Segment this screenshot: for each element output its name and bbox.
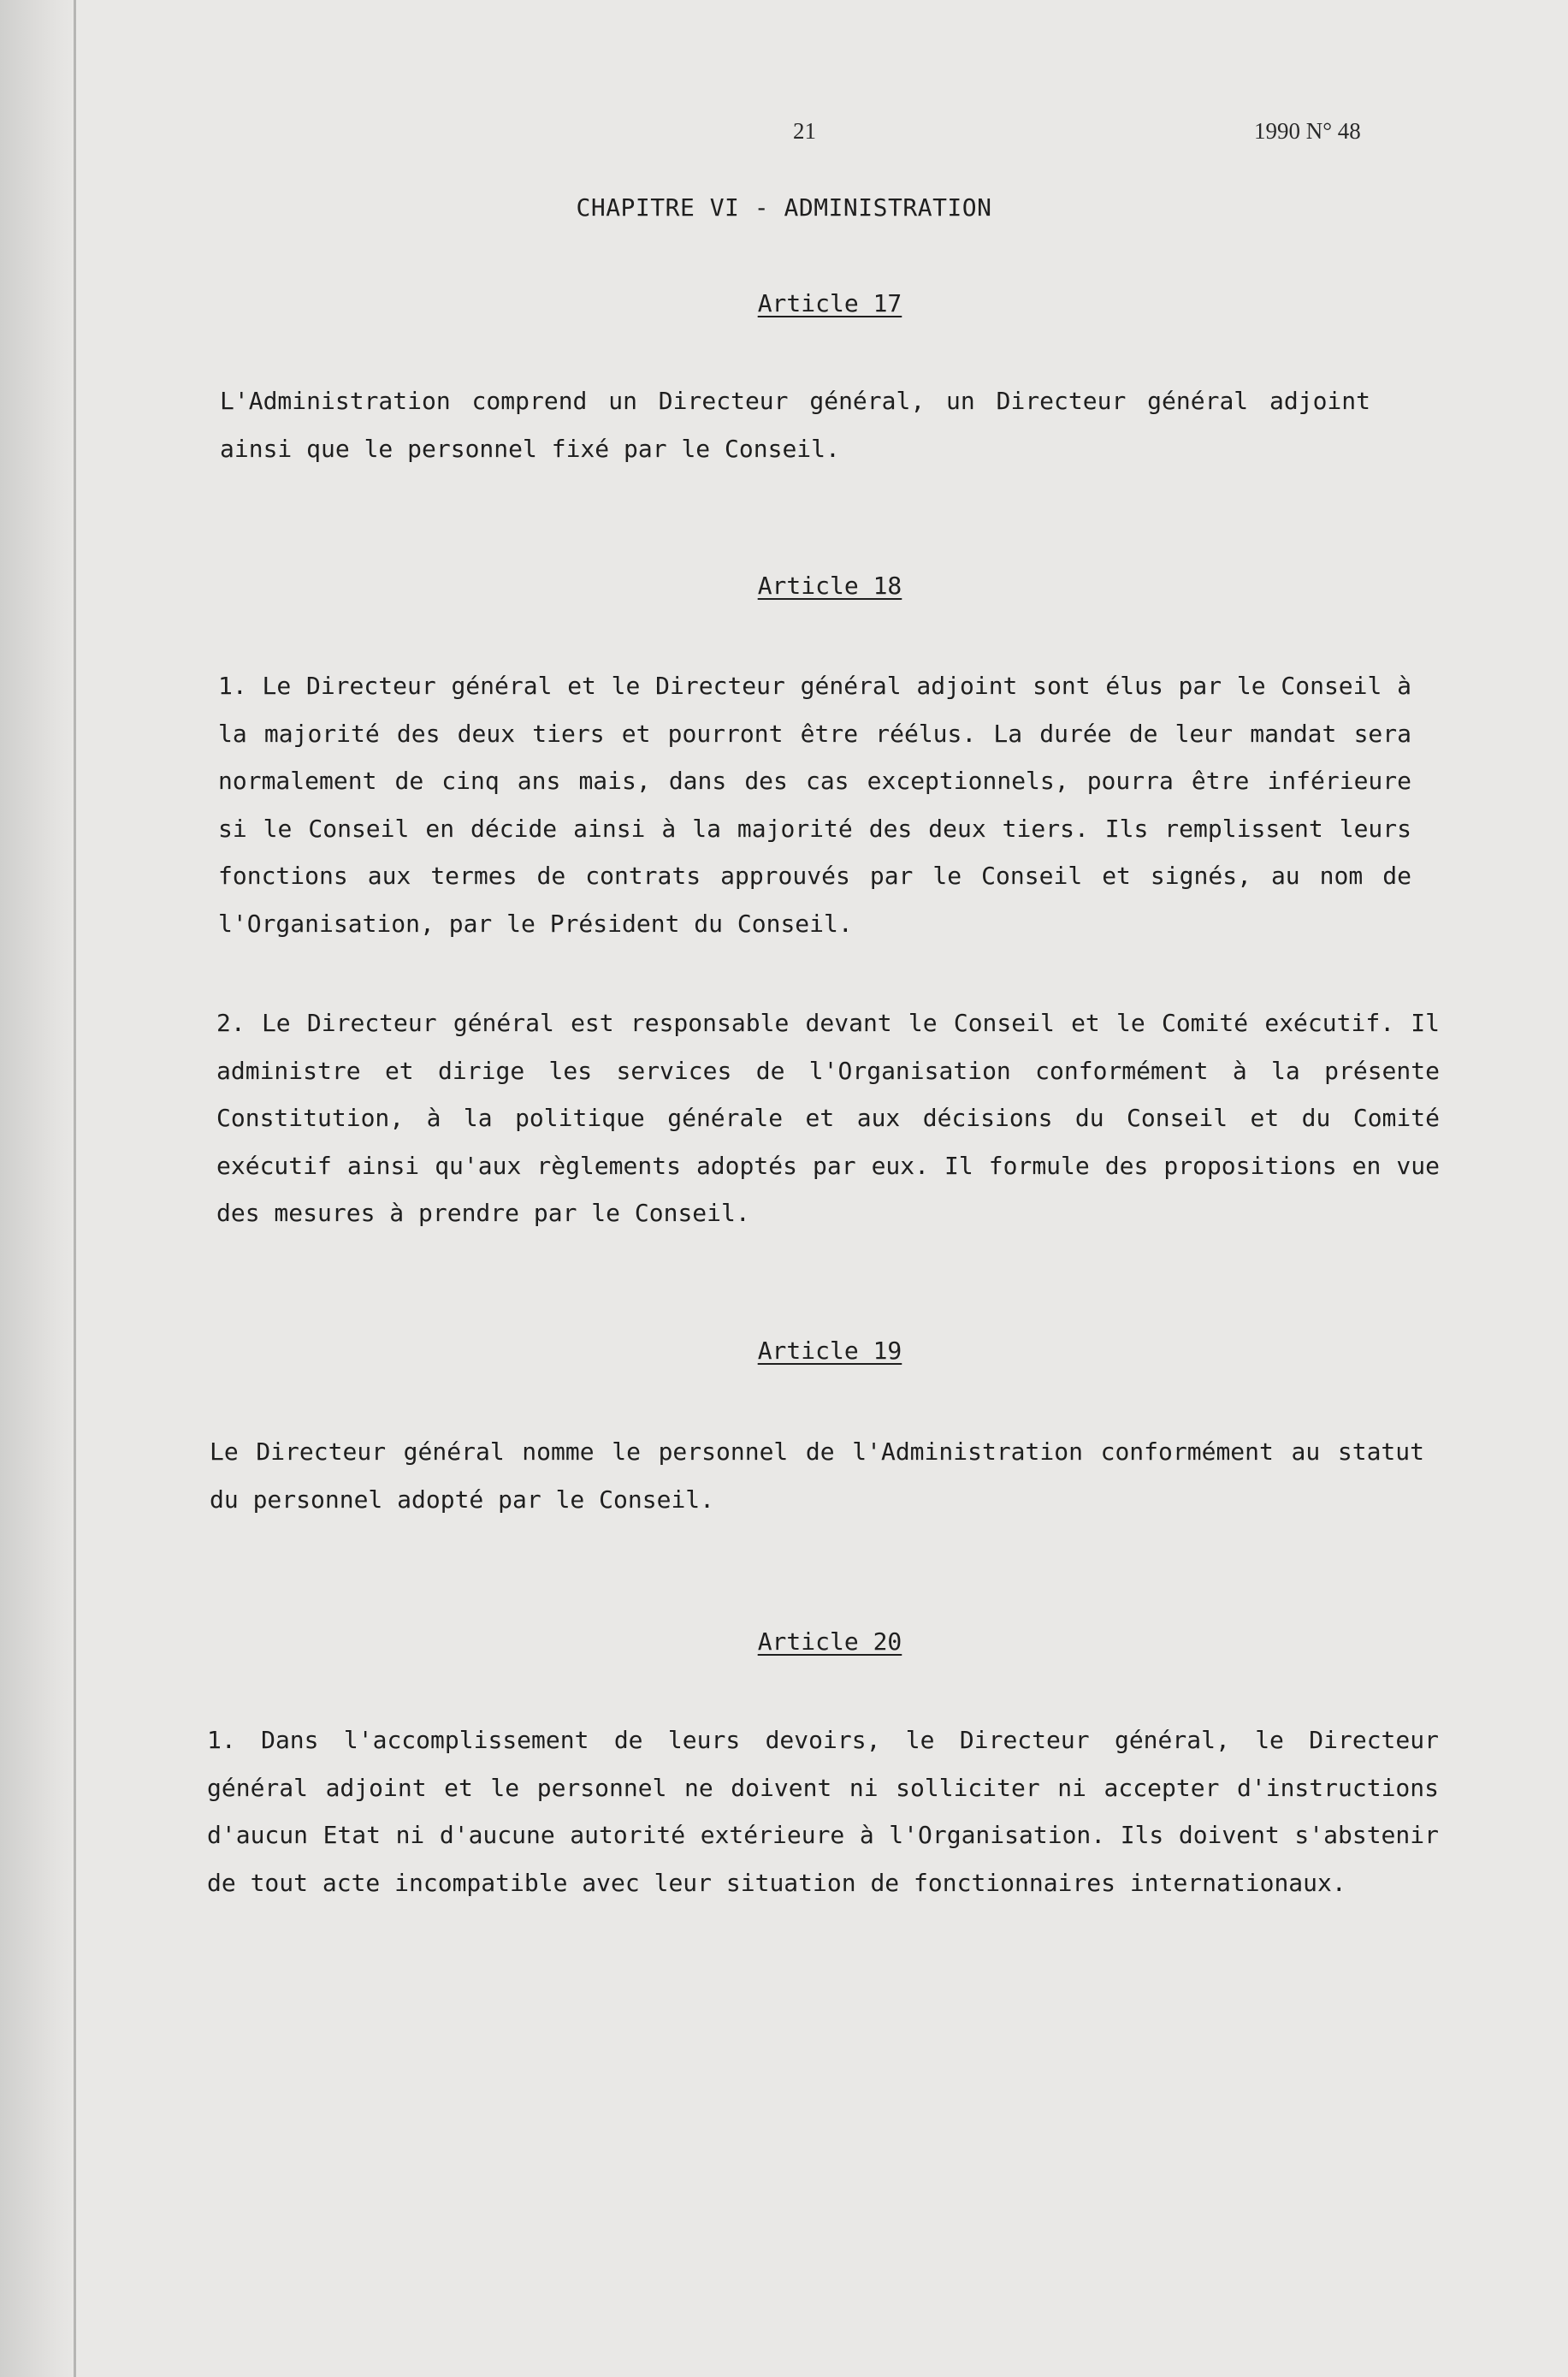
article-17-heading (0, 289, 1568, 317)
chapter-title: CHAPITRE VI - ADMINISTRATION (576, 193, 992, 222)
article-heading-text: Article 19 (757, 1337, 902, 1365)
article-20-heading (0, 1627, 1568, 1656)
binding-shadow (0, 0, 77, 2377)
page-number: 21 (793, 118, 816, 144)
article-18-heading (0, 572, 1568, 600)
article-17-paragraph: L'Administration comprend un Directeur général, un Directeur général adjoint ainsi que le personnel fixé par le Conseil. (220, 387, 1370, 463)
article-19-paragraph: Le Directeur général nomme le personnel de l'Administration conformément au statut du personnel adopté par le Conseil. (210, 1437, 1424, 1514)
article-19-heading (0, 1337, 1568, 1365)
article-18-paragraph-1: 1. Le Directeur général et le Directeur général adjoint sont élus par le Conseil à la majorité des deux tiers et pourront être réélus. La durée de leur mandat sera normalement de cinq ans mais, dans des cas exceptionnels, pourra être inférieure si le Conseil en décide ainsi à la majorité des deux tiers. Ils remplissent leurs fonctions aux termes de contrats approuvés par le Conseil et signés, au nom de l'Organisation, par le Président du Conseil. (218, 672, 1411, 938)
binding-edge (74, 0, 76, 2377)
article-heading-text: Article 18 (757, 572, 902, 600)
article-20-paragraph: 1. Dans l'accomplissement de leurs devoirs, le Directeur général, le Directeur général adjoint et le personnel ne doivent ni solliciter ni accepter d'instructions d'aucun Etat ni d'aucune autorité extérieure à l'Organisation. Ils doivent s'abstenir de tout acte incompatible avec leur situation de fonctionnaires internationaux. (207, 1726, 1439, 1897)
issue-reference: 1990 N° 48 (1254, 118, 1361, 144)
article-heading-text: Article 17 (757, 289, 902, 317)
article-heading-text: Article 20 (757, 1627, 902, 1656)
article-18-paragraph-2: 2. Le Directeur général est responsable devant le Conseil et le Comité exécutif. Il administre et dirige les services de l'Organisation conformément à la présente Constitution, à la politique générale et aux décisions du Conseil et du Comité exécutif ainsi qu'aux règlements adoptés par eux. Il formule des propositions en vue des mesures à prendre par le Conseil. (216, 1009, 1440, 1227)
